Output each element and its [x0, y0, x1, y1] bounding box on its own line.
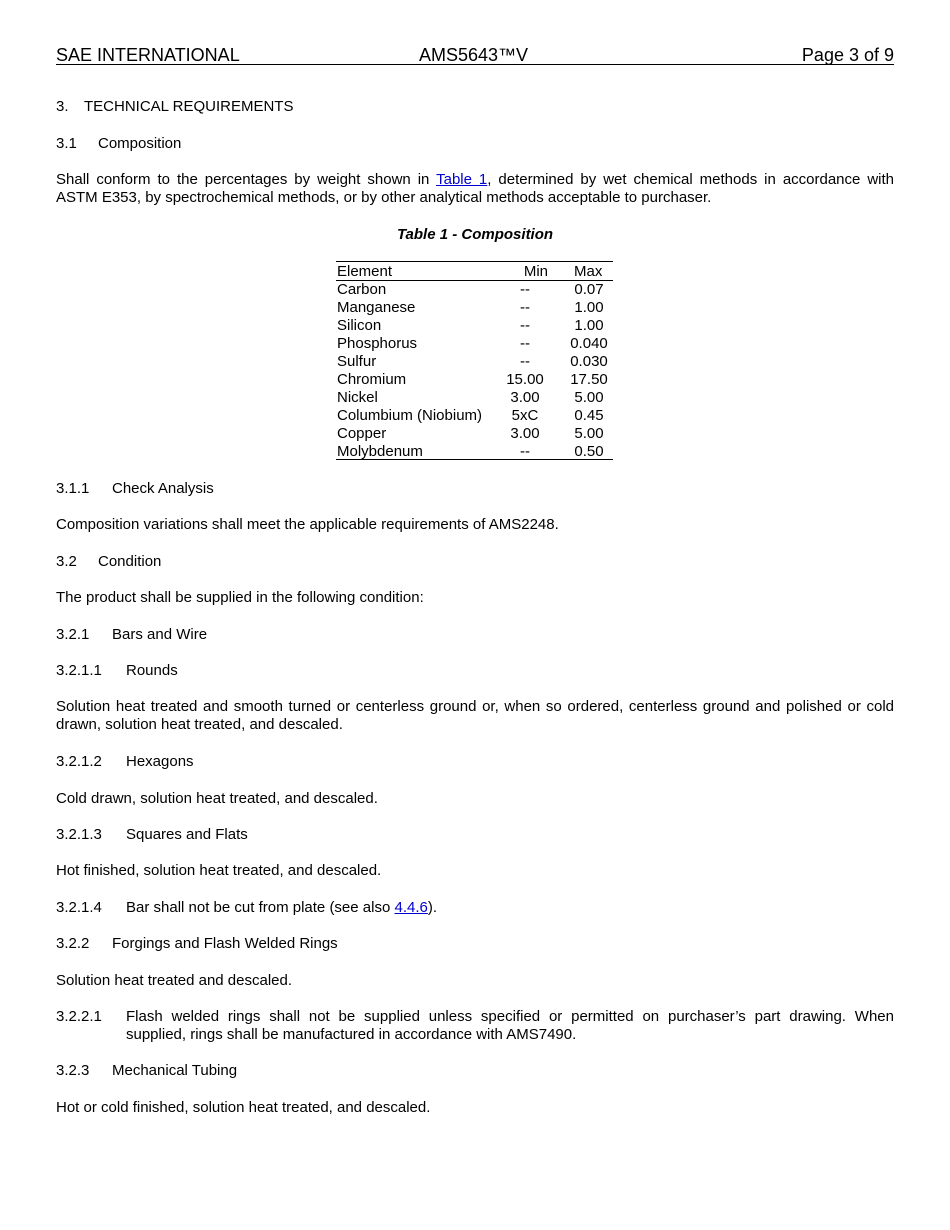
section-3-2-2-1-line2: supplied, rings shall be manufactured in accordance with AMS7490. [126, 1026, 577, 1043]
table-1-link[interactable]: Table 1 [436, 171, 488, 188]
section-3-2-2-1-line1: Flash welded rings shall not be supplied unless specified or permitted on purchaser’s part drawing. When [126, 1008, 894, 1025]
section-3-number: 3. [56, 98, 69, 115]
section-3-2-3-title: Mechanical Tubing [112, 1062, 238, 1079]
composition-paragraph-line2: ASTM E353, by spectrochemical methods, or by other analytical methods acceptable to purchaser. [56, 189, 712, 206]
section-3-2-1-1-line1: Solution heat treated and smooth turned or centerless ground or, when so ordered, centerless ground and polished or cold [56, 698, 894, 715]
section-3-2-1-3-title: Squares and Flats [126, 826, 248, 843]
section-3-1-1-text: Composition variations shall meet the applicable requirements of AMS2248. [56, 516, 559, 533]
table-cell-element: Copper [337, 425, 387, 442]
section-3-2-2-1-number: 3.2.2.1 [56, 1008, 102, 1025]
table-cell-max: 17.50 [570, 371, 608, 388]
table-cell-element: Columbium (Niobium) [337, 407, 483, 424]
table-cell-max: 1.00 [574, 317, 604, 334]
section-3-1-number: 3.1 [56, 135, 77, 152]
section-3-title: TECHNICAL REQUIREMENTS [84, 98, 294, 115]
header-doc-id: AMS5643™V [419, 45, 529, 65]
table-cell-max: 0.50 [574, 443, 604, 460]
section-3-2-3-number: 3.2.3 [56, 1062, 90, 1079]
table-cell-element: Chromium [337, 371, 407, 388]
section-3-2-2-text: Solution heat treated and descaled. [56, 972, 293, 989]
table-cell-min: -- [520, 335, 530, 352]
section-3-2-1-title: Bars and Wire [112, 626, 208, 643]
table-cell-min: 3.00 [510, 389, 540, 406]
table-cell-max: 0.040 [570, 335, 608, 352]
table-header-max: Max [574, 263, 603, 280]
table-cell-min: -- [520, 443, 530, 460]
table-cell-min: -- [520, 317, 530, 334]
section-3-1-1-title: Check Analysis [112, 480, 214, 497]
section-3-2-1-4-number: 3.2.1.4 [56, 899, 102, 916]
composition-paragraph-line1: Shall conform to the percentages by weight shown in Table 1, determined by wet chemical methods in accordance with [56, 171, 895, 188]
table-cell-element: Molybdenum [337, 443, 423, 460]
section-3-2-2-title: Forgings and Flash Welded Rings [112, 935, 338, 952]
table-cell-element: Nickel [337, 389, 378, 406]
table-cell-element: Silicon [337, 317, 382, 334]
table-cell-element: Phosphorus [337, 335, 418, 352]
table-bottom-rule [336, 459, 613, 460]
table-cell-element: Carbon [337, 281, 387, 298]
section-3-1-title: Composition [98, 135, 182, 152]
table-cell-element: Sulfur [337, 353, 377, 370]
section-3-2-2-number: 3.2.2 [56, 935, 90, 952]
section-3-2-1-2-title: Hexagons [126, 753, 194, 770]
section-3-2-1-number: 3.2.1 [56, 626, 90, 643]
table-cell-min: 5xC [511, 407, 539, 424]
table-caption: Table 1 - Composition [396, 226, 554, 243]
section-3-2-number: 3.2 [56, 553, 77, 570]
table-cell-element: Manganese [337, 299, 416, 316]
table-cell-min: 15.00 [506, 371, 544, 388]
table-cell-max: 0.07 [574, 281, 604, 298]
section-3-2-1-1-number: 3.2.1.1 [56, 662, 102, 679]
section-3-1-1-number: 3.1.1 [56, 480, 90, 497]
section-3-2-1-1-title: Rounds [126, 662, 178, 679]
table-cell-min: -- [520, 281, 530, 298]
table-cell-max: 5.00 [574, 425, 604, 442]
section-3-2-1-1-line2: drawn, solution heat treated, and descaled. [56, 716, 343, 733]
section-4-4-6-link[interactable]: 4.4.6 [394, 899, 428, 916]
table-cell-min: 3.00 [510, 425, 540, 442]
section-3-2-1-2-text: Cold drawn, solution heat treated, and descaled. [56, 790, 378, 807]
section-3-2-3-text: Hot or cold finished, solution heat treated, and descaled. [56, 1099, 431, 1116]
header-page: Page 3 of 9 [801, 45, 894, 65]
table-top-rule [336, 261, 613, 262]
section-3-2-1-4-text: Bar shall not be cut from plate (see also 4.4.6). [126, 899, 438, 916]
section-3-2-1-3-text: Hot finished, solution heat treated, and descaled. [56, 862, 382, 879]
header-org: SAE INTERNATIONAL [56, 45, 240, 65]
table-cell-max: 1.00 [574, 299, 604, 316]
table-cell-min: -- [520, 299, 530, 316]
table-cell-max: 0.030 [570, 353, 608, 370]
table-cell-max: 5.00 [574, 389, 604, 406]
section-3-2-title: Condition [98, 553, 162, 570]
table-cell-min: -- [520, 353, 530, 370]
table-cell-max: 0.45 [574, 407, 604, 424]
section-3-2-1-2-number: 3.2.1.2 [56, 753, 102, 770]
section-3-2-1-3-number: 3.2.1.3 [56, 826, 102, 843]
section-3-2-text: The product shall be supplied in the following condition: [56, 589, 424, 606]
header-rule [56, 64, 894, 65]
table-header-min: Min [523, 263, 548, 280]
table-header-element: Element [337, 263, 393, 280]
